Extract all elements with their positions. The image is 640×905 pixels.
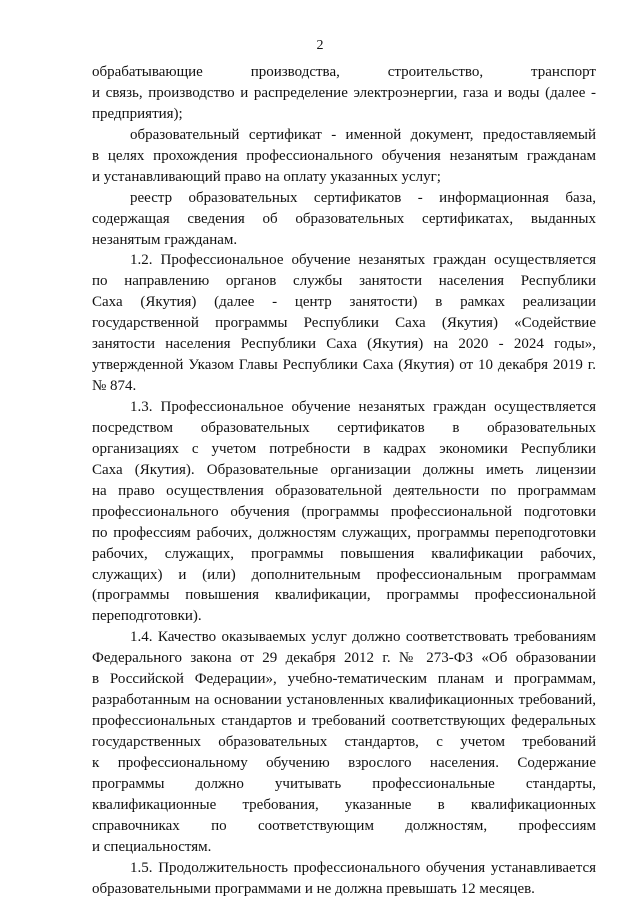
text-line: обрабатывающие производства, строительство, транспорт xyxy=(92,64,596,80)
text-line: рабочих, служащих, программы повышения квалификации рабочих, xyxy=(92,545,596,562)
text-line: 1.4. Качество оказываемых услуг должно соответствовать требованиям xyxy=(130,629,596,646)
paragraph-clause-1-3 xyxy=(92,397,596,627)
text-line: профессионального обучения (программы профессиональной подготовки xyxy=(92,503,596,520)
text-line: государственных образовательных стандартов, с учетом требований xyxy=(92,734,596,750)
document-body xyxy=(92,62,596,900)
paragraph-clause-1-5 xyxy=(92,858,596,900)
text-line: содержащая сведения об образовательных сертификатах, выданных xyxy=(92,210,596,227)
text-line: переподготовки). xyxy=(92,608,202,625)
text-line: Саха (Якутия) (далее - центр занятости) в рамках реализации xyxy=(92,294,596,311)
text-line: и связь, производство и распределение электроэнергии, газа и воды (далее - xyxy=(92,84,596,101)
page-number: 2 xyxy=(316,38,324,53)
paragraph-definition-certificate xyxy=(92,125,596,188)
text-line: справочниках по соответствующим должностям, профессиям xyxy=(92,817,596,834)
text-line: образовательный сертификат - именной документ, предоставляемый xyxy=(130,126,596,143)
text-line: занятости населения Республики Саха (Якутия) на 2020 - 2024 годы», xyxy=(92,336,596,353)
text-line: по профессиям рабочих, должностям служащих, программы переподготовки xyxy=(92,524,596,541)
text-line: 1.2. Профессиональное обучение незанятых граждан осуществляется xyxy=(130,252,596,269)
text-line: утвержденной Указом Главы Республики Саха (Якутия) от 10 декабря 2019 г. xyxy=(92,357,596,374)
text-line: реестр образовательных сертификатов - информационная база, xyxy=(130,189,596,206)
text-line: 1.3. Профессиональное обучение незанятых граждан осуществляется xyxy=(130,399,596,415)
text-line: образовательными программами и не должна превышать 12 месяцев. xyxy=(92,880,535,897)
text-line: № 874. xyxy=(92,378,137,395)
text-line: профессиональных стандартов и требований соответствующих федеральных xyxy=(92,713,596,730)
text-line: государственной программы Республики Саха (Якутия) «Содействие xyxy=(92,315,596,332)
text-line: (программы повышения квалификации, программы профессиональной xyxy=(92,587,596,604)
text-line: 1.5. Продолжительность профессионального обучения устанавливается xyxy=(130,859,596,876)
text-line: в Российской Федерации», учебно-тематическим планам и программам, xyxy=(92,671,596,688)
text-line: служащих) и (или) дополнительным профессиональным программам xyxy=(92,566,596,583)
text-line: по направлению органов службы занятости населения Республики xyxy=(92,273,596,290)
text-line: на право осуществления образовательной деятельности по программам xyxy=(92,482,596,499)
text-line: и специальностям. xyxy=(92,838,212,855)
text-line: и устанавливающий право на оплату указанных услуг; xyxy=(92,168,441,185)
text-line: Саха (Якутия). Образовательные организации должны иметь лицензии xyxy=(92,461,596,478)
text-line: посредством образовательных сертификатов в образовательных xyxy=(92,419,596,436)
text-line: программы должно учитывать профессиональные стандарты, xyxy=(92,775,596,792)
paragraph-definition-industries xyxy=(92,62,596,125)
paragraph-clause-1-2 xyxy=(92,250,596,397)
text-line: квалификационные требования, указанные в квалификационных xyxy=(92,796,596,813)
text-line: в целях прохождения профессионального обучения незанятым гражданам xyxy=(92,147,596,164)
text-line: Федерального закона от 29 декабря 2012 г. № 273-ФЗ «Об образовании xyxy=(92,650,596,667)
text-line: к профессиональному обучению взрослого населения. Содержание xyxy=(92,754,596,771)
text-line: разработанным на основании установленных квалификационных требований, xyxy=(92,692,596,709)
paragraph-definition-registry xyxy=(92,188,596,251)
text-line: предприятия); xyxy=(92,105,183,122)
paragraph-clause-1-4 xyxy=(92,627,596,857)
text-line: организациях с учетом потребности в кадрах экономики Республики xyxy=(92,440,596,457)
text-line: незанятым гражданам. xyxy=(92,231,238,248)
